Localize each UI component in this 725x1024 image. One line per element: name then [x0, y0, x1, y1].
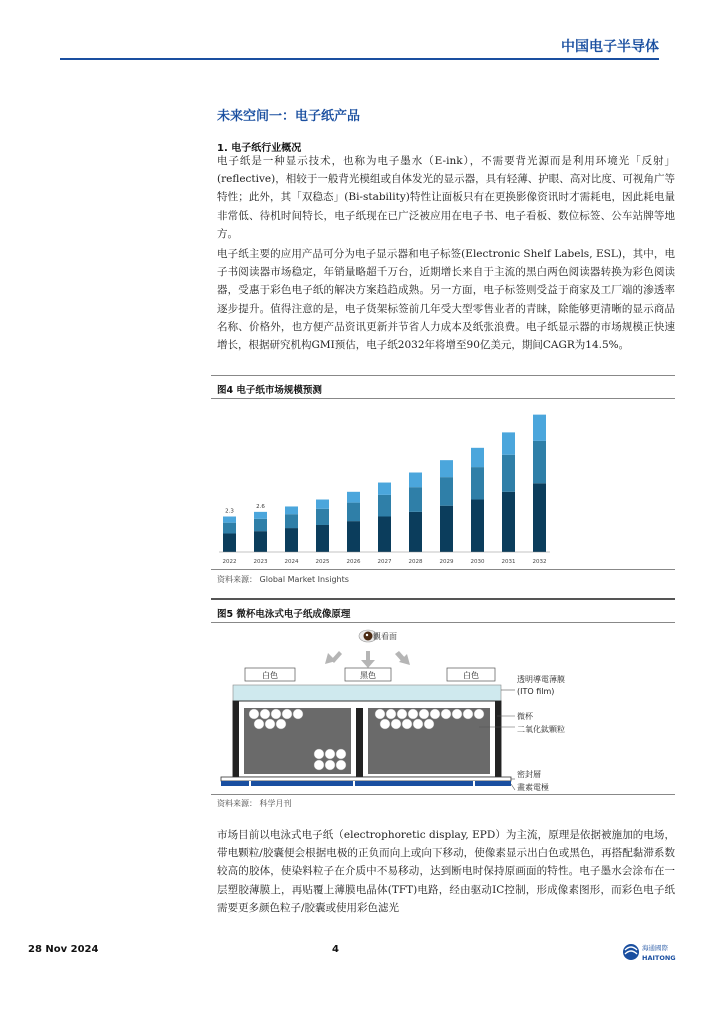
- figure4-title: 图4 电子纸市场规模预测: [217, 385, 322, 396]
- viewer-label: 觀看面: [373, 632, 397, 641]
- microcup-wall-middle: [356, 708, 363, 777]
- bar-2032-segment-1: [533, 483, 546, 552]
- data-label: 2.6: [256, 503, 265, 510]
- bar-2028-segment-3: [409, 473, 422, 488]
- bar-2030-segment-3: [471, 448, 484, 467]
- bar-2029-segment-1: [440, 506, 453, 552]
- data-label: 2.3: [225, 508, 234, 515]
- x-tick-label: 2025: [315, 559, 330, 565]
- microcup-wall-right: [495, 701, 501, 777]
- bar-2031-segment-2: [502, 455, 515, 492]
- x-tick-label: 2022: [222, 559, 237, 565]
- bar-2024-segment-1: [285, 528, 298, 552]
- bar-2027-segment-1: [378, 517, 391, 553]
- electrode-label: 畫素電極: [517, 783, 549, 792]
- bar-2023-segment-1: [254, 531, 267, 552]
- market-size-bar-chart: [211, 400, 675, 570]
- bar-2029-segment-3: [440, 460, 453, 477]
- x-tick-label: 2024: [284, 559, 299, 565]
- x-tick-label: 2026: [346, 559, 361, 565]
- ito-label-en: (ITO film): [517, 687, 555, 696]
- bar-2032-segment-3: [533, 415, 546, 441]
- bar-2022-segment-3: [223, 517, 236, 523]
- bar-2022-segment-2: [223, 523, 236, 534]
- bar-2032-segment-2: [533, 441, 546, 483]
- bar-2026-segment-3: [347, 492, 360, 503]
- subsection-title: 1. 电子纸行业概况: [217, 143, 302, 154]
- ito-film-layer: [233, 685, 501, 701]
- figure5-title: 图5 微杯电泳式电子纸成像原理: [217, 609, 351, 620]
- bar-2030-segment-1: [471, 500, 484, 552]
- logo-cn: 海通國際: [642, 944, 668, 952]
- ito-label: 透明導電薄膜: [517, 675, 565, 684]
- figure5-top-rule: [211, 598, 675, 600]
- microcup-label: 微杯: [517, 712, 533, 721]
- bar-2025-segment-3: [316, 500, 329, 509]
- figure4-top-rule: [211, 375, 675, 376]
- haitong-logo: [622, 940, 682, 964]
- microcup-wall-left: [233, 701, 239, 777]
- bar-2027-segment-2: [378, 495, 391, 517]
- microcup-right: [368, 708, 490, 774]
- paragraph-overview: 电子纸是一种显示技术，也称为电子墨水（E-ink），不需要背光源而是利用环境光「反射」(reflective)，相较于一般背光模组或自体发光的显示器，具有轻薄、护眼、高对比度、可视角广等特性；此外，其「双稳态」(Bi-stability)特性让面板只有在更换影像资讯时才需耗电，因此耗电量非常低、待机时间特长，电子纸现在已广泛被应用在电子书、电子看板、数位标签、公车站牌等地方。: [217, 155, 675, 240]
- logo-en: HAITONG: [642, 954, 676, 962]
- section-title: 未来空间一：电子纸产品: [217, 109, 361, 124]
- bar-2026-segment-1: [347, 521, 360, 552]
- bar-2023-segment-2: [254, 519, 267, 531]
- x-tick-label: 2032: [532, 559, 547, 565]
- x-tick-label: 2023: [253, 559, 268, 565]
- figure5-bottom-rule: [211, 794, 675, 795]
- seal-label: 密封層: [517, 770, 541, 779]
- figure4-source: 资料来源： Global Market Insights: [217, 575, 349, 584]
- bar-2027-segment-3: [378, 483, 391, 495]
- bar-2029-segment-2: [440, 477, 453, 506]
- x-tick-label: 2027: [377, 559, 392, 565]
- figure4-title-rule: [211, 398, 675, 399]
- reflection-arrows: [325, 651, 410, 668]
- bar-2028-segment-2: [409, 487, 422, 512]
- paragraph-epd-principle: 市场目前以电泳式电子纸（electrophoretic display, EPD）为主流，原理是依据被施加的电场，带电颗粒/胶囊便会根据电极的正负而向上或向下移动，使像素显示出白色或黑色，再搭配黏滞系数较高的胶体，使染料粒子在介质中不易移动，达到断电时保持原画面的特性。电子墨水会涂布在一层塑胶薄膜上，再贴覆上薄膜电晶体(TFT)电路，经由驱动IC控制，形成像素图形，而彩色电子纸需要更多颜色粒子/胶囊或使用彩色滤光: [217, 829, 675, 914]
- bar-2030-segment-2: [471, 467, 484, 499]
- page-number: 4: [332, 944, 339, 955]
- x-tick-label: 2029: [439, 559, 454, 565]
- seal-layer: [221, 777, 511, 781]
- paragraph-applications: 电子纸主要的应用产品可分为电子显示器和电子标签(Electronic Shelf Labels, ESL)，其中，电子书阅读器市场稳定，年销量略超千万台，近期增长来自于主流的黑白两色阅读器转换为彩色阅读器，受惠于彩色电子纸的解决方案趋趋成熟。另一方面，电子标签则受益于商家及工厂端的渗透率逐步提升。值得注意的是，电子货架标签前几年受大型零售业者的青睐，除能够更清晰的显示商品名称、价格外，也方便产品资讯更新并节省人力成本及纸张浪费。电子纸显示器的市场规模正快速增长，根据研究机构GMI预估，电子纸2032年将增至90亿美元，期间CAGR为14.5%。: [217, 248, 675, 352]
- x-tick-label: 2030: [470, 559, 485, 565]
- bar-2026-segment-2: [347, 503, 360, 522]
- bar-2024-segment-3: [285, 506, 298, 514]
- bar-2025-segment-1: [316, 525, 329, 552]
- bar-2023-segment-3: [254, 512, 267, 519]
- bar-2031-segment-1: [502, 492, 515, 552]
- haitong-logo-icon: [622, 940, 682, 964]
- x-tick-label: 2031: [501, 559, 516, 565]
- white-label-left: 白色: [262, 671, 278, 680]
- footer-date: 28 Nov 2024: [28, 944, 99, 955]
- pixel-electrode-layer: [221, 781, 511, 786]
- microcup-epd-diagram: [211, 624, 675, 794]
- bar-2025-segment-2: [316, 509, 329, 525]
- tio2-label: 二氧化鈦顆粒: [517, 725, 565, 734]
- bar-2024-segment-2: [285, 514, 298, 528]
- bar-2028-segment-1: [409, 512, 422, 552]
- x-tick-label: 2028: [408, 559, 423, 565]
- figure5-source: 资料来源： 科学月刊: [217, 799, 292, 808]
- figure4-bottom-rule: [211, 569, 675, 570]
- black-label: 黑色: [360, 671, 376, 680]
- bar-2022-segment-1: [223, 533, 236, 552]
- figure5-title-rule: [211, 622, 675, 623]
- bar-2031-segment-3: [502, 432, 515, 454]
- header-divider: [60, 58, 659, 60]
- white-label-right: 白色: [463, 671, 479, 680]
- header-title: 中国电子半导体: [561, 39, 659, 55]
